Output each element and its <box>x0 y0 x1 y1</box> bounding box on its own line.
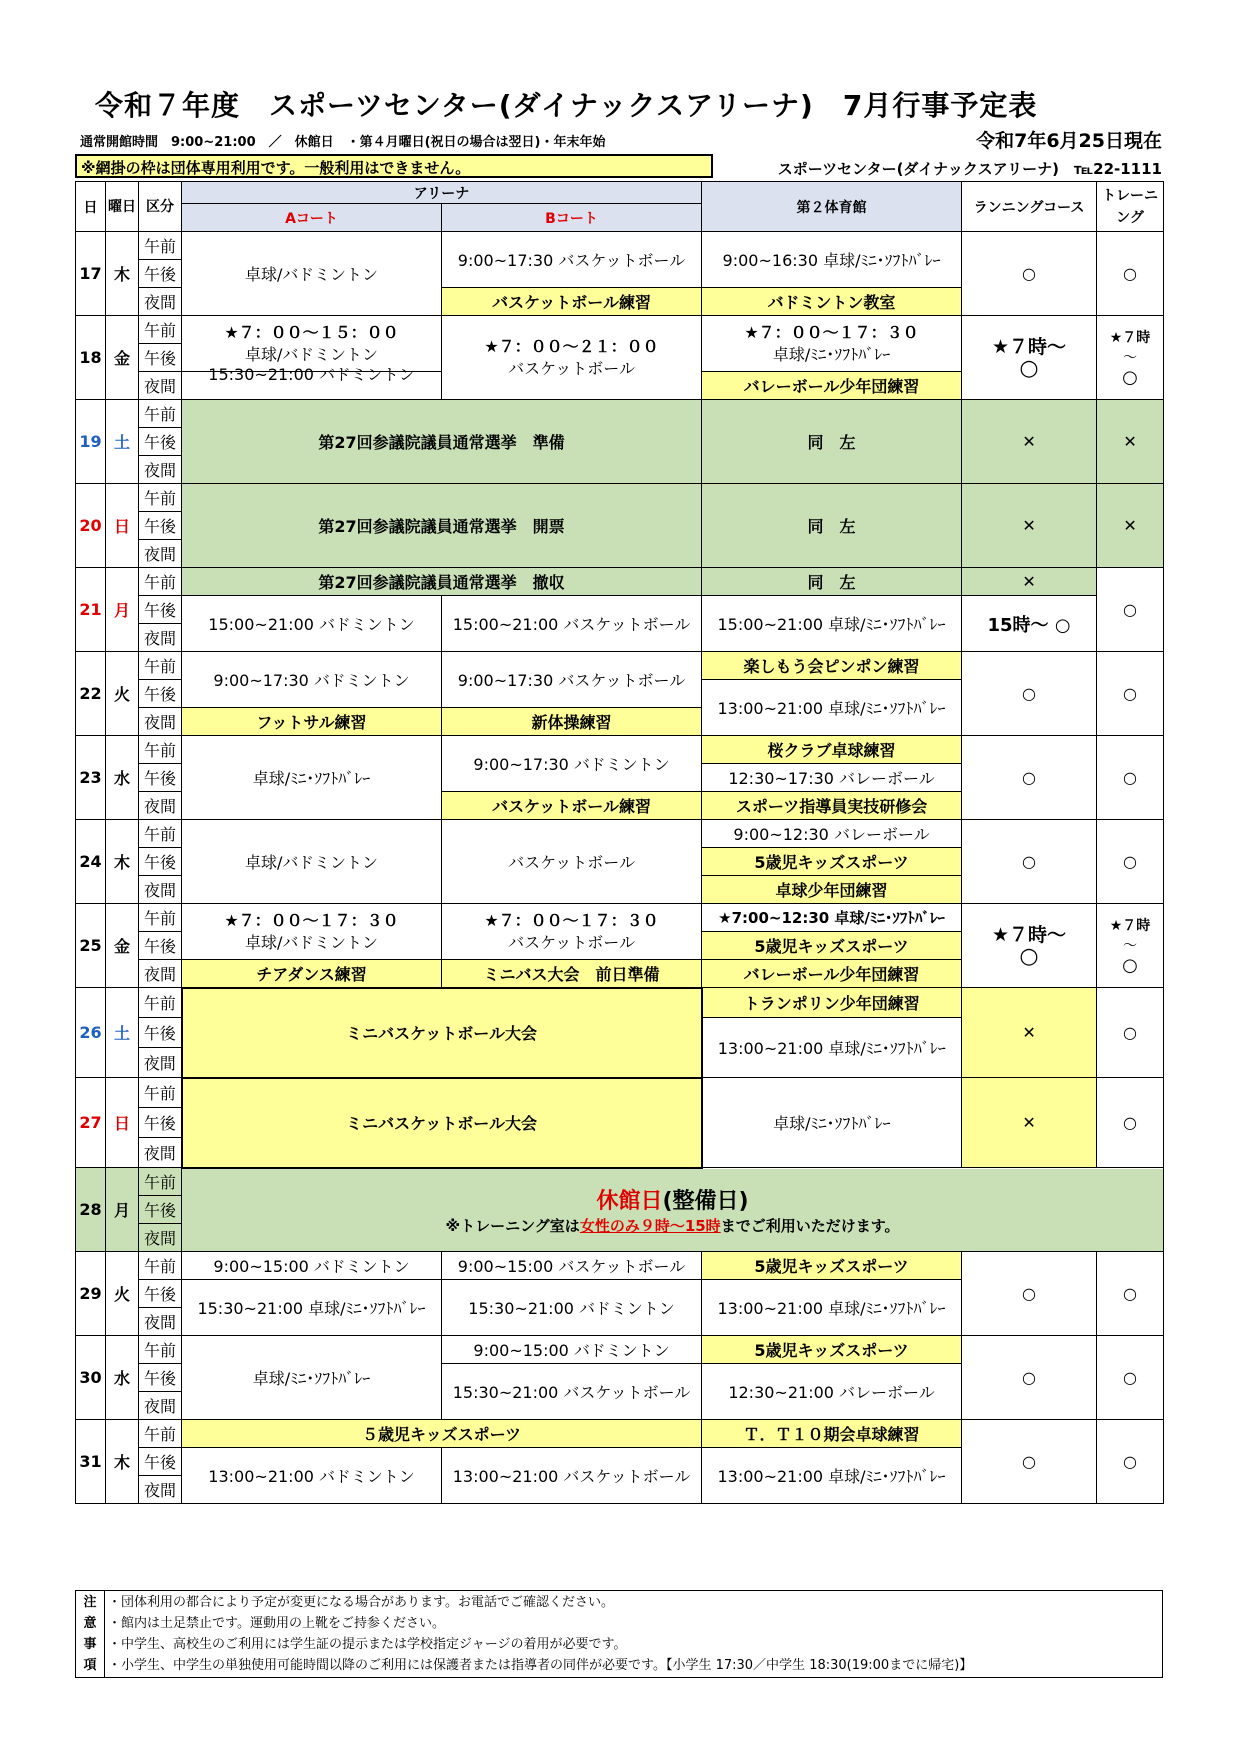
b-court-night-cell: 15:30~21:00 バスケットボール <box>442 1364 702 1420</box>
day-number: 23 <box>76 736 106 820</box>
period-pm: 午後 <box>139 344 182 372</box>
col-period: 区分 <box>139 182 182 232</box>
arena-cell: ミニバスケットボール大会 <box>182 988 702 1078</box>
day-number: 30 <box>76 1336 106 1420</box>
period-am: 午前 <box>139 1078 182 1108</box>
a-court-night-cell: フットサル練習 <box>182 708 442 736</box>
period-night: 夜間 <box>139 540 182 568</box>
period-night: 夜間 <box>139 792 182 820</box>
table-row <box>76 1078 1164 1108</box>
training-star-time: ★７時 <box>1109 917 1151 934</box>
col-a-court: Aコート <box>182 204 442 232</box>
notes-label <box>76 1591 105 1678</box>
notes-label-char: 項 <box>83 1658 97 1673</box>
page-title: 令和７年度 スポーツセンター(ダイナックスアリーナ) 7月行事予定表 <box>95 89 1038 122</box>
gym2-am-cell: 楽しもう会ピンポン練習 <box>702 652 962 680</box>
note-line: ・団体利用の都合により予定が変更になる場合があります。お電話でご確認ください。 <box>108 1595 614 1610</box>
a-court-cell: 15:00~21:00 バドミントン <box>182 596 442 652</box>
period-am: 午前 <box>139 232 182 260</box>
table-row <box>76 904 1164 932</box>
running-status: ✕ <box>962 1078 1097 1168</box>
closed-sub-highlight: 女性のみ９時～15時 <box>579 1216 721 1235</box>
period-pm: 午後 <box>139 1108 182 1138</box>
table-row <box>76 820 1164 848</box>
table-row <box>76 568 1164 596</box>
col-training: トレーニング <box>1097 182 1164 232</box>
b-court-cell: バスケットボール <box>442 820 702 904</box>
note-line: ・小学生、中学生の単独使用可能時間以降のご利用には保護者または指導者の同伴が必要です。【小学生 17:30／中学生 18:30(19:00までに帰宅)】 <box>108 1658 973 1673</box>
arena-cell: 第27回参議院議員通常選挙 撤収 <box>182 568 702 596</box>
period-am: 午前 <box>139 1252 182 1280</box>
notes-list <box>105 1591 1163 1678</box>
day-number: 19 <box>76 400 106 484</box>
a-court-star-time: ★７：００～１５：００ <box>224 322 399 342</box>
period-pm: 午後 <box>139 260 182 288</box>
day-number: 17 <box>76 232 106 316</box>
opening-hours: 通常開館時間 9:00~21:00 ／ 休館日 ・第４月曜日(祝日の場合は翌日)・年末年始 <box>80 135 606 150</box>
training-status: ○ <box>1097 1252 1164 1336</box>
as-of-date: 令和7年6月25日現在 <box>976 130 1162 152</box>
notes-label-char: 意 <box>83 1616 97 1631</box>
training-status: ○ <box>1097 736 1164 820</box>
b-court-cell: 13:00~21:00 バスケットボール <box>442 1448 702 1504</box>
arena-cell: 第27回参議院議員通常選挙 開票 <box>182 484 702 568</box>
weekday: 土 <box>106 400 139 484</box>
day-number: 25 <box>76 904 106 988</box>
table-row <box>76 652 1164 680</box>
weekday: 火 <box>106 1252 139 1336</box>
period-pm: 午後 <box>139 1196 182 1224</box>
b-court-cell: 9:00~15:00 バスケットボール <box>442 1252 702 1280</box>
gym2-cell: 同 左 <box>702 484 962 568</box>
table-row <box>76 1168 1164 1196</box>
a-court-activity: 卓球/バドミントン <box>244 344 379 364</box>
period-night: 夜間 <box>139 288 182 316</box>
weekday: 日 <box>106 484 139 568</box>
running-status: ○ <box>962 820 1097 904</box>
a-court-cell: 13:00~21:00 バドミントン <box>182 1448 442 1504</box>
gym2-cell: 13:00~21:00 卓球/ﾐﾆ･ｿﾌﾄﾊﾞﾚｰ <box>702 1280 962 1336</box>
gym2-am-cell: トランポリン少年団練習 <box>702 988 962 1018</box>
running-status: ✕ <box>962 484 1097 568</box>
b-court-star-time: ★７：００～２１：００ <box>484 336 659 356</box>
training-tilde: ～ <box>1123 937 1138 954</box>
weekday: 日 <box>106 1078 139 1168</box>
b-court-cell: 15:00~21:00 バスケットボール <box>442 596 702 652</box>
period-pm: 午後 <box>139 428 182 456</box>
b-court-activity: バスケットボール <box>508 358 635 378</box>
b-court-cell: 9:00~17:30 バドミントン <box>442 736 702 792</box>
day-number: 28 <box>76 1168 106 1252</box>
b-court-night-cell: 15:30~21:00 バドミントン <box>442 1280 702 1336</box>
a-court-night-cell: 15:30~21:00 バドミントン <box>182 360 442 388</box>
b-court-cell: 9:00~17:30 バスケットボール <box>442 652 702 708</box>
day-number: 20 <box>76 484 106 568</box>
b-court-cell <box>442 316 702 400</box>
running-status <box>962 316 1097 400</box>
a-court-cell: 9:00~15:00 バドミントン <box>182 1252 442 1280</box>
period-am: 午前 <box>139 904 182 932</box>
running-status: ○ <box>962 232 1097 316</box>
arena-am-cell: ５歳児キッズスポーツ <box>182 1420 702 1448</box>
b-court-night-cell: バスケットボール練習 <box>442 792 702 820</box>
organization-contact: スポーツセンター(ダイナックスアリーナ) ℡22-1111 <box>777 160 1162 178</box>
training-status: ○ <box>1097 652 1164 736</box>
gym2-cell: 13:00~21:00 卓球/ﾐﾆ･ｿﾌﾄﾊﾞﾚｰ <box>702 1448 962 1504</box>
training-status: ○ <box>1097 1336 1164 1420</box>
closed-sub-text: ※トレーニング室は <box>445 1216 580 1235</box>
weekday: 木 <box>106 232 139 316</box>
training-mark: ○ <box>1122 954 1138 976</box>
a-court-cell: 9:00~17:30 バドミントン <box>182 652 442 708</box>
table-row <box>76 1252 1164 1280</box>
gym2-am-cell: ★7:00~12:30 卓球/ﾐﾆ･ｿﾌﾄﾊﾞﾚｰ <box>702 904 962 932</box>
col-arena: アリーナ <box>182 182 702 204</box>
table-row <box>76 988 1164 1018</box>
running-status: 15時～ ○ <box>962 596 1097 652</box>
gym2-night-cell: バレーボール少年団練習 <box>702 960 962 988</box>
period-pm: 午後 <box>139 932 182 960</box>
b-court-star-time: ★７：００～１７：３０ <box>484 910 659 930</box>
note-line: ・館内は土足禁止です。運動用の上靴をご持参ください。 <box>108 1616 445 1631</box>
period-am: 午前 <box>139 400 182 428</box>
day-number: 27 <box>76 1078 106 1168</box>
weekday: 木 <box>106 820 139 904</box>
weekday: 水 <box>106 736 139 820</box>
running-status: ○ <box>962 652 1097 736</box>
gym2-am-cell: 同 左 <box>702 568 962 596</box>
period-pm: 午後 <box>139 1364 182 1392</box>
training-status <box>1097 904 1164 988</box>
gym2-star-time: ★７：００～１７：３０ <box>744 322 919 342</box>
weekday: 火 <box>106 652 139 736</box>
period-am: 午前 <box>139 736 182 764</box>
a-court-cell: 卓球/ﾐﾆ･ｿﾌﾄﾊﾞﾚｰ <box>182 736 442 820</box>
weekday: 月 <box>106 1168 139 1252</box>
a-court-night-cell: チアダンス練習 <box>182 960 442 988</box>
arena-cell: ミニバスケットボール大会 <box>182 1078 702 1168</box>
b-court-cell <box>442 904 702 960</box>
col-b-court: Bコート <box>442 204 702 232</box>
day-number: 22 <box>76 652 106 736</box>
b-court-night-cell: バスケットボール練習 <box>442 288 702 316</box>
gym2-am-cell: Ｔ．Ｔ１０期会卓球練習 <box>702 1420 962 1448</box>
gym2-cell: 13:00~21:00 卓球/ﾐﾆ･ｿﾌﾄﾊﾞﾚｰ <box>702 1018 962 1078</box>
period-night: 夜間 <box>139 624 182 652</box>
day-number: 31 <box>76 1420 106 1504</box>
period-am: 午前 <box>139 568 182 596</box>
running-mark: ○ <box>1019 943 1039 969</box>
table-row <box>76 1420 1164 1448</box>
period-am: 午前 <box>139 820 182 848</box>
period-night: 夜間 <box>139 456 182 484</box>
training-status: ○ <box>1097 1078 1164 1168</box>
note-line: ・中学生、高校生のご利用には学生証の提示または学校指定ジャージの着用が必要です。 <box>108 1637 627 1652</box>
training-tilde: ～ <box>1123 349 1138 366</box>
training-star-time: ★７時 <box>1109 329 1151 346</box>
gym2-am-cell: 桜クラブ卓球練習 <box>702 736 962 764</box>
col-weekday: 曜日 <box>106 182 139 232</box>
weekday: 金 <box>106 904 139 988</box>
period-pm: 午後 <box>139 596 182 624</box>
training-mark: ○ <box>1122 366 1138 388</box>
running-status: ○ <box>962 1336 1097 1420</box>
b-court-cell: 9:00~17:30 バスケットボール <box>442 232 702 288</box>
weekday: 木 <box>106 1420 139 1504</box>
period-pm: 午後 <box>139 680 182 708</box>
running-am-status: ✕ <box>962 568 1097 596</box>
day-number: 18 <box>76 316 106 400</box>
gym2-cell: 9:00~16:30 卓球/ﾐﾆ･ｿﾌﾄﾊﾞﾚｰ <box>702 232 962 288</box>
period-am: 午前 <box>139 484 182 512</box>
period-night: 夜間 <box>139 1476 182 1504</box>
gym2-night-cell: バドミントン教室 <box>702 288 962 316</box>
table-row <box>76 316 1164 344</box>
training-status: ✕ <box>1097 400 1164 484</box>
notes-label-char: 事 <box>83 1637 97 1652</box>
b-court-cell: 9:00~15:00 バドミントン <box>442 1336 702 1364</box>
notes-label-char: 注 <box>83 1595 97 1610</box>
period-pm: 午後 <box>139 848 182 876</box>
running-mark: ○ <box>1019 355 1039 381</box>
gym2-cell: 12:30~21:00 バレーボール <box>702 1364 962 1420</box>
period-night: 夜間 <box>139 1138 182 1168</box>
running-status: ○ <box>962 736 1097 820</box>
arena-cell: 第27回参議院議員通常選挙 準備 <box>182 400 702 484</box>
closed-sub-text-end: までご利用いただけます。 <box>720 1216 900 1235</box>
period-am: 午前 <box>139 1420 182 1448</box>
running-status: ○ <box>962 1420 1097 1504</box>
day-number: 24 <box>76 820 106 904</box>
notes-table <box>75 1590 1163 1678</box>
running-status <box>962 904 1097 988</box>
training-status: ○ <box>1097 1420 1164 1504</box>
gym2-am-cell: 5歳児キッズスポーツ <box>702 1336 962 1364</box>
period-pm: 午後 <box>139 512 182 540</box>
period-am: 午前 <box>139 316 182 344</box>
a-court-cell <box>182 904 442 960</box>
col-gym2: 第２体育館 <box>702 182 962 232</box>
a-court-cell: 卓球/バドミントン <box>182 232 442 316</box>
period-pm: 午後 <box>139 1280 182 1308</box>
col-running: ランニングコース <box>962 182 1097 232</box>
gym2-cell: 卓球/ﾐﾆ･ｿﾌﾄﾊﾞﾚｰ <box>702 1078 962 1168</box>
closed-title: 休館日 <box>596 1188 663 1214</box>
training-status: ○ <box>1097 568 1164 652</box>
closed-day-cell <box>182 1168 1164 1252</box>
running-status: ✕ <box>962 988 1097 1078</box>
gym2-night-cell: スポーツ指導員実技研修会 <box>702 792 962 820</box>
weekday: 金 <box>106 316 139 400</box>
day-number: 26 <box>76 988 106 1078</box>
a-court-cell: 卓球/バドミントン <box>182 820 442 904</box>
period-night: 夜間 <box>139 1308 182 1336</box>
col-day: 日 <box>76 182 106 232</box>
training-status: ○ <box>1097 988 1164 1078</box>
table-row <box>76 232 1164 260</box>
gym2-am-cell: 9:00~12:30 バレーボール <box>702 820 962 848</box>
period-pm: 午後 <box>139 1448 182 1476</box>
training-status <box>1097 316 1164 400</box>
gym2-night-cell: 卓球少年団練習 <box>702 876 962 904</box>
period-night: 夜間 <box>139 372 182 400</box>
schedule-table <box>75 181 1164 1504</box>
day-number: 29 <box>76 1252 106 1336</box>
period-night: 夜間 <box>139 1224 182 1252</box>
running-star-time: ★７時～ <box>991 335 1067 358</box>
training-status: ○ <box>1097 232 1164 316</box>
a-court-star-time: ★７：００～１７：３０ <box>224 910 399 930</box>
b-court-night-cell: 新体操練習 <box>442 708 702 736</box>
gym2-cell: 5歳児キッズスポーツ <box>702 848 962 876</box>
period-am: 午前 <box>139 988 182 1018</box>
weekday: 土 <box>106 988 139 1078</box>
period-night: 夜間 <box>139 1392 182 1420</box>
gym2-night-cell: バレーボール少年団練習 <box>702 372 962 400</box>
weekday: 月 <box>106 568 139 652</box>
training-status: ✕ <box>1097 484 1164 568</box>
b-court-night-cell: ミニバス大会 前日準備 <box>442 960 702 988</box>
running-status: ○ <box>962 1252 1097 1336</box>
gym2-cell: 5歳児キッズスポーツ <box>702 932 962 960</box>
period-am: 午前 <box>139 1168 182 1196</box>
a-court-cell: 卓球/ﾐﾆ･ｿﾌﾄﾊﾞﾚｰ <box>182 1336 442 1420</box>
gym2-cell <box>702 316 962 372</box>
gym2-cell: 同 左 <box>702 400 962 484</box>
period-pm: 午後 <box>139 1018 182 1048</box>
gym2-cell: 12:30~17:30 バレーボール <box>702 764 962 792</box>
period-am: 午前 <box>139 652 182 680</box>
table-row <box>76 400 1164 428</box>
a-court-activity: 卓球/バドミントン <box>244 932 379 952</box>
period-night: 夜間 <box>139 1048 182 1078</box>
running-star-time: ★７時～ <box>991 923 1067 946</box>
a-court-night-cell: 15:30~21:00 卓球/ﾐﾆ･ｿﾌﾄﾊﾞﾚｰ <box>182 1280 442 1336</box>
period-night: 夜間 <box>139 708 182 736</box>
period-pm: 午後 <box>139 764 182 792</box>
day-number: 21 <box>76 568 106 652</box>
running-status: ✕ <box>962 400 1097 484</box>
period-night: 夜間 <box>139 876 182 904</box>
training-status: ○ <box>1097 820 1164 904</box>
gym2-cell: 15:00~21:00 卓球/ﾐﾆ･ｿﾌﾄﾊﾞﾚｰ <box>702 596 962 652</box>
table-row <box>76 484 1164 512</box>
period-am: 午前 <box>139 1336 182 1364</box>
period-night: 夜間 <box>139 960 182 988</box>
b-court-activity: バスケットボール <box>508 932 635 952</box>
gym2-am-cell: 5歳児キッズスポーツ <box>702 1252 962 1280</box>
gym2-cell: 13:00~21:00 卓球/ﾐﾆ･ｿﾌﾄﾊﾞﾚｰ <box>702 680 962 736</box>
group-use-notice: ※網掛の枠は団体専用利用です。一般利用はできません。 <box>75 154 713 178</box>
table-row <box>76 736 1164 764</box>
gym2-activity: 卓球/ﾐﾆ･ｿﾌﾄﾊﾞﾚｰ <box>772 344 891 364</box>
table-row <box>76 1336 1164 1364</box>
closed-title-suffix: (整備日) <box>662 1188 749 1214</box>
weekday: 水 <box>106 1336 139 1420</box>
